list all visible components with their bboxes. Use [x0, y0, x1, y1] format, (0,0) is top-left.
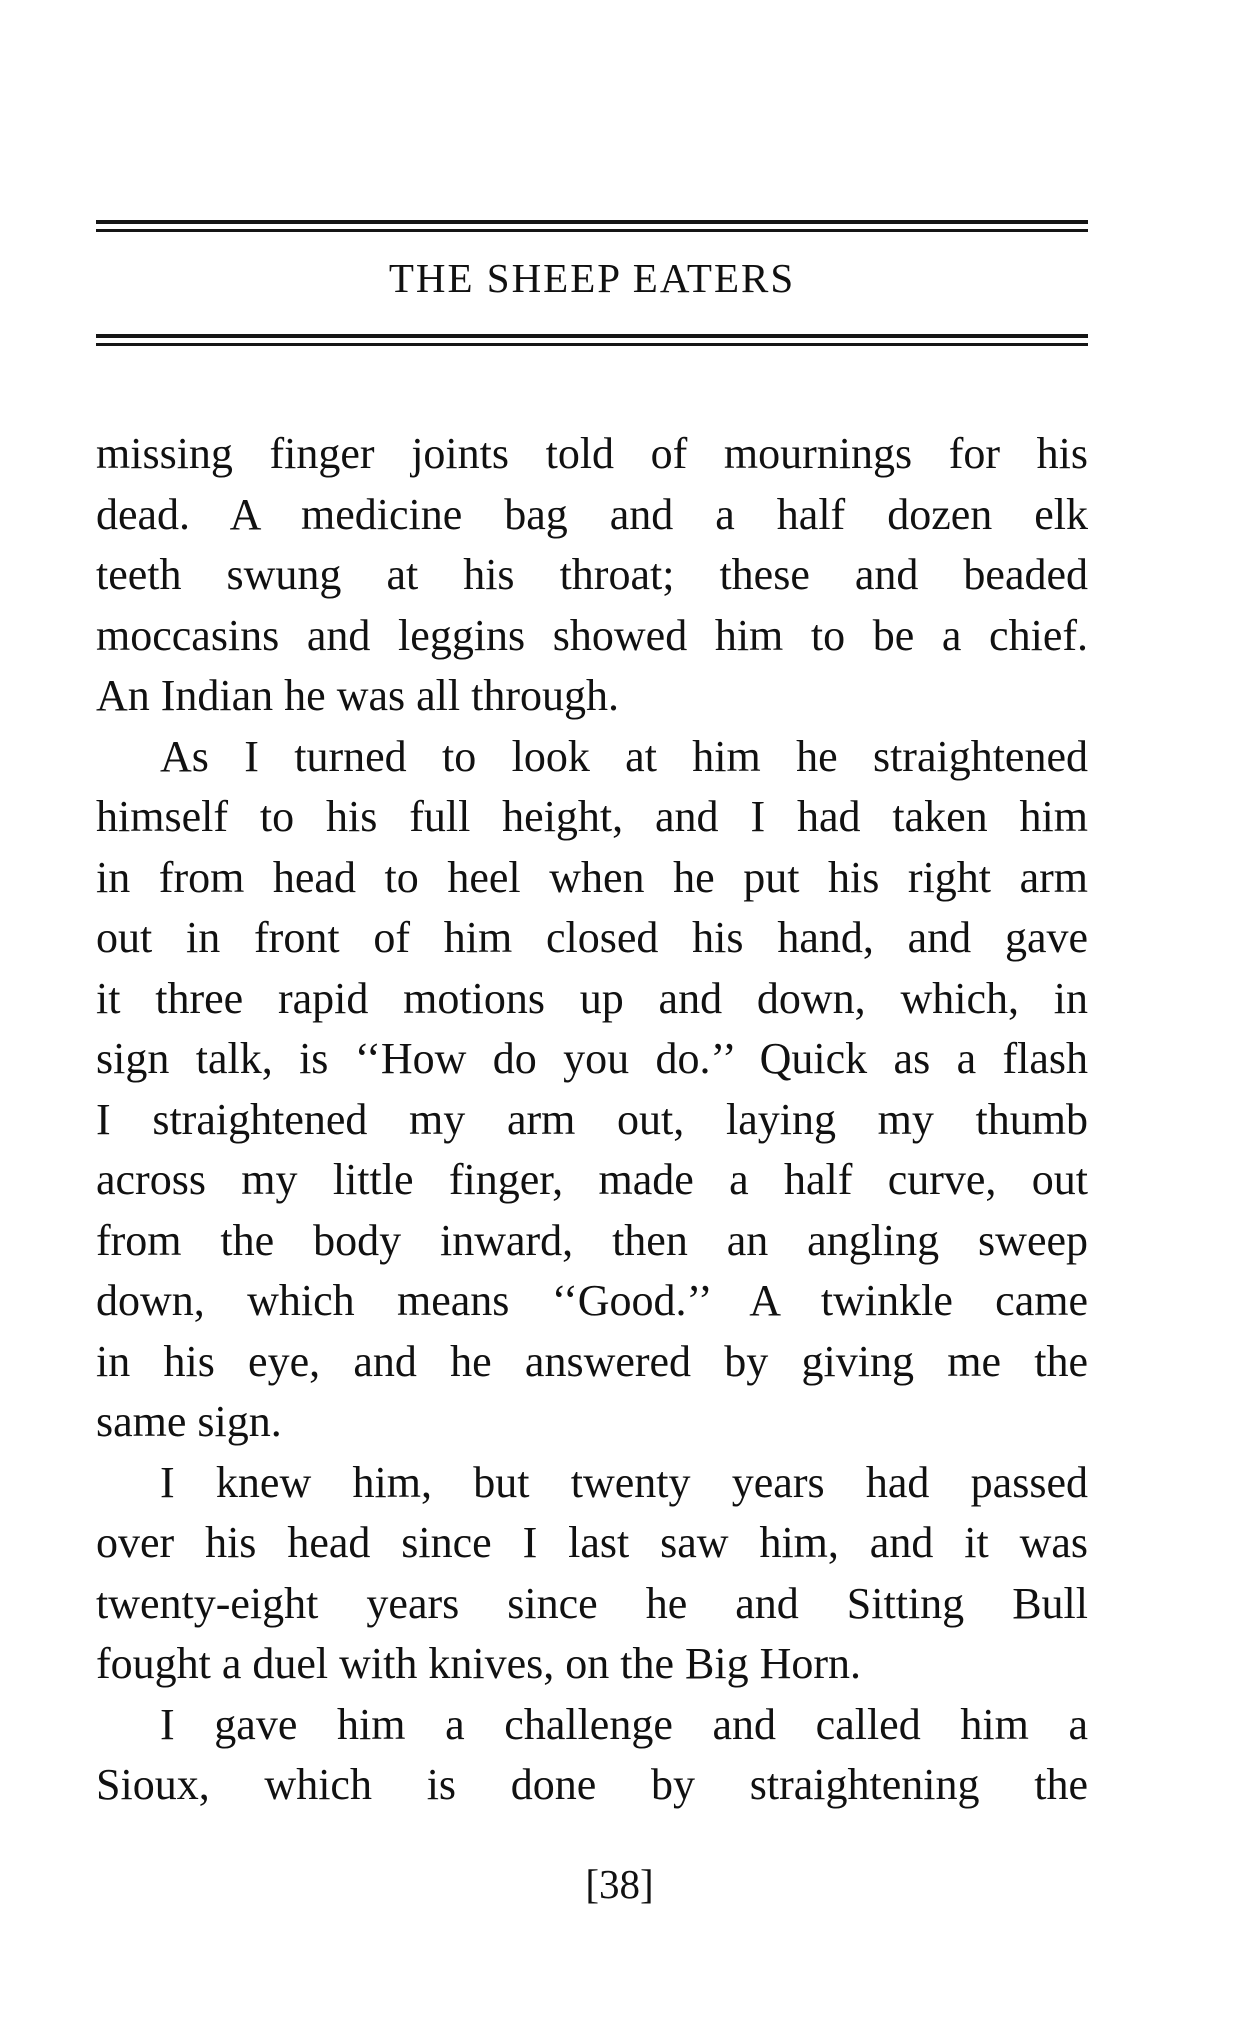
text-line: As I turned to look at him he straightened [160, 731, 1088, 781]
text-line: I straightened my arm out, laying my thumb [96, 1094, 1088, 1144]
text-line: fought a duel with knives, on the Big Horn. [96, 1639, 862, 1688]
text-line: twenty-eight years since he and Sitting Bull [96, 1578, 1088, 1628]
text-line: himself to his full height, and I had taken him [96, 792, 1088, 841]
text-line: missing finger joints told of mournings for his [96, 429, 1088, 478]
header-rule [96, 334, 1088, 338]
header-top-rules [96, 220, 1088, 237]
text-line: Sioux, which is done by straightening the [96, 1760, 1088, 1809]
running-head: THE SHEEP EATERS [388, 255, 796, 301]
header-rule [96, 229, 1088, 232]
text-line: in his eye, and he answered by giving me the [96, 1336, 1088, 1386]
header-rule [96, 220, 1088, 224]
text-line: same sign. [96, 1397, 282, 1446]
text-line: sign talk, is ‘‘How do you do.’’ Quick as a flash [96, 1034, 1088, 1083]
text-line: down, which means ‘‘Good.’’ A twinkle came [96, 1276, 1088, 1325]
header-rule [96, 343, 1088, 346]
text-line: out in front of him closed his hand, and gave [96, 913, 1088, 962]
text-line: in from head to heel when he put his right arm [96, 852, 1088, 902]
body-text [96, 424, 1088, 1816]
page-number: [38] [585, 1861, 654, 1907]
text-line: I knew him, but twenty years had passed [160, 1457, 1088, 1507]
text-line: I gave him a challenge and called him a [160, 1699, 1088, 1749]
header-bottom-rules [96, 334, 1088, 351]
text-line: teeth swung at his throat; these and beaded [96, 550, 1088, 599]
text-line: moccasins and leggins showed him to be a chief. [96, 610, 1088, 660]
text-line: from the body inward, then an angling sweep [96, 1215, 1088, 1265]
text-line: dead. A medicine bag and a half dozen elk [96, 489, 1088, 539]
text-line: across my little finger, made a half curve, out [96, 1155, 1088, 1204]
text-line: over his head since I last saw him, and it was [96, 1518, 1088, 1567]
text-line: it three rapid motions up and down, which, in [96, 973, 1088, 1023]
text-line: An Indian he was all through. [96, 671, 619, 720]
